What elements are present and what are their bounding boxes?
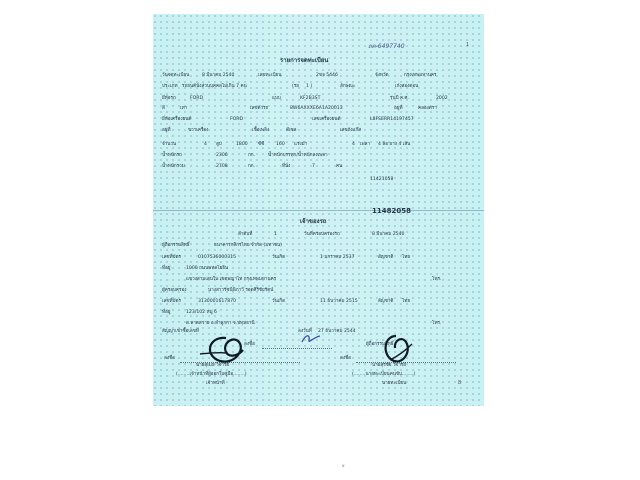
value: 160 <box>276 142 285 147</box>
value: 1 ) <box>306 84 313 89</box>
label: เพลา <box>360 142 370 147</box>
handwritten-reference: ถค-6497740 <box>368 43 405 50</box>
owner-sign-label: ผู้ถือกรรมสิทธิ์ <box>366 342 394 347</box>
label: จำนวน <box>162 142 177 147</box>
value: 3130001617870 <box>198 299 236 304</box>
sign-label-top: ลงชื่อ <box>244 342 255 347</box>
label: เลขถังแก๊ส <box>340 128 362 133</box>
serial-number: 11421058 <box>370 177 394 182</box>
value: รถยนต์นั่งส่วนบุคคลไม่เกิน 7 คน <box>182 84 247 89</box>
label: น้ำหนักรวม <box>162 164 185 169</box>
label: กก. <box>248 153 256 158</box>
value: ธนาคารกสิกรไทย จำกัด (มหาชน) <box>214 243 282 248</box>
label: ประเภท <box>162 84 178 89</box>
value: 2002 <box>436 96 448 101</box>
owner-signature <box>300 332 322 346</box>
value: 1800 <box>236 142 248 147</box>
label: อยู่ที่ <box>394 106 403 111</box>
label: เลขที่บัตร <box>162 255 181 260</box>
value: ขวาเครื่อง <box>188 128 209 133</box>
value: FORD <box>190 96 203 101</box>
section-title-registration: รายการจดทะเบียน <box>280 57 329 64</box>
label: ยี่ห้อเครื่องยนต์ <box>162 117 192 122</box>
label: ที่อยู่ <box>162 310 171 315</box>
label: สัญชาติ <box>378 299 394 304</box>
value: ไทย <box>402 299 411 304</box>
label: คน <box>336 164 343 169</box>
officer-sign-label: ลงชื่อ <box>164 356 175 361</box>
value: 27 ธันวาคม 2544 <box>318 329 356 334</box>
value: นางสาวรัชนีพิภาวี รอดศิริชัยรัตน์ <box>208 288 274 293</box>
value: 11 ธันวาคม 2515 <box>320 299 358 304</box>
label: วันจดทะเบียน <box>162 73 190 78</box>
label: กก. <box>248 164 256 169</box>
registrar-caption: (........นายทะเบียนคนขับ........) <box>352 372 416 377</box>
corner-number: 1 <box>466 42 470 48</box>
label: ผู้ถือกรรมสิทธิ์ <box>162 243 190 248</box>
label: สูบ <box>216 142 222 147</box>
label: ซีซี <box>258 142 265 147</box>
label: สี <box>162 106 165 111</box>
signature-line <box>262 348 332 349</box>
label: ลงวันที่ <box>298 329 312 334</box>
registrar-sign-label: ลงชื่อ <box>340 356 351 361</box>
label: น้ำหนักบรรทุก/น้ำหนักลงเพลา <box>268 153 328 158</box>
value: เก๋งสองตอน <box>395 84 419 89</box>
value: 2ขจ 5446 <box>316 73 338 78</box>
registrar-signature <box>378 330 418 368</box>
label: สัญชาติ <box>378 255 394 260</box>
value: 1 มกราคม 2537 <box>320 255 355 260</box>
label: เลขตัวรถ <box>250 106 269 111</box>
value: 4 <box>204 142 207 147</box>
value: (รย <box>292 84 299 89</box>
label: เลขเครื่องยนต์ <box>312 117 341 122</box>
value: KF2B3ST <box>300 96 321 101</box>
value: 2708 <box>216 164 228 169</box>
label: เลขทะเบียน <box>258 73 282 78</box>
label: วันเกิด <box>272 255 286 260</box>
label: อยู่ที่ <box>162 128 171 133</box>
fold-line <box>153 210 484 211</box>
value: 123/102 หมู่ 6 <box>186 310 217 315</box>
value: 0107536000315 <box>198 255 236 260</box>
value: 1000 ถนนพหลโยธิน <box>186 266 229 271</box>
bottom-mark: ะ <box>342 463 345 469</box>
value: ต.ลาดสวาย อ.ลำลูกกา จ.ปทุมธานี <box>186 321 255 326</box>
value: L8FSERR14197457 <box>370 117 414 122</box>
label: วันที่ครอบครองรถ <box>304 232 340 237</box>
stamp-number: 11482058 <box>372 207 411 215</box>
label: เลขที่บัตร <box>162 299 181 304</box>
label: รุ่นปี ค.ศ. <box>390 96 409 101</box>
label: ลำดับที่ <box>238 232 253 237</box>
label: แรงม้า <box>294 142 308 147</box>
label: โทร. <box>432 321 442 326</box>
section-title-owner: เจ้าของรถ <box>300 218 327 225</box>
value: 4 ล้อ ยาง 4 เส้น <box>378 142 411 147</box>
label: เชื้อเพลิง <box>252 128 270 133</box>
officer-caption: (........เจ้าหน้าที่ผู้ออกใบคู่มือ........) <box>176 372 247 377</box>
value: 8 มีนาคม 2540 <box>202 73 235 78</box>
value: คลองตรา <box>418 106 437 111</box>
officer-title: เจ้าหน้าที่ <box>206 381 225 386</box>
label: แบบ <box>272 96 281 101</box>
value: กรุงเทพมหานคร <box>404 73 437 78</box>
label: น้ำหนักรถ <box>162 153 182 158</box>
right-margin-mark: 8 <box>458 380 462 386</box>
value: เทา <box>180 106 188 111</box>
value: 7 <box>312 164 315 169</box>
label: วันเกิด <box>272 299 286 304</box>
label: ยี่ห้อรถ <box>162 96 176 101</box>
value: ไทย <box>402 255 411 260</box>
registrar-name: นายสุรชัย วิจารย์ <box>372 363 406 368</box>
value: ดีเซล <box>286 128 297 133</box>
officer-name: นายสุเมธ วิจารย์ <box>196 363 230 368</box>
label: ลักษณะ <box>340 84 356 89</box>
value: 8W6AXXXE6A1A20013 <box>290 106 343 111</box>
label: ผู้ครอบครอง <box>162 288 187 293</box>
label: สัญญาเช่าซื้อเลขที่ <box>162 329 199 334</box>
label: ที่อยู่ <box>162 266 171 271</box>
value: 1 <box>274 232 277 237</box>
label: จังหวัด <box>375 73 389 78</box>
value: 4 <box>352 142 355 147</box>
value: แขวงสามเสนใน เขตพญาไท กรุงเทพมหานคร <box>186 277 277 282</box>
officer-signature <box>196 334 266 366</box>
value: FORD <box>230 117 243 122</box>
label: ที่นั่ง <box>282 164 291 169</box>
value: 8 มีนาคม 2540 <box>372 232 405 237</box>
registrar-title: นายทะเบียน <box>382 381 407 386</box>
label: โทร. <box>432 277 442 282</box>
value: 2306 <box>216 153 228 158</box>
